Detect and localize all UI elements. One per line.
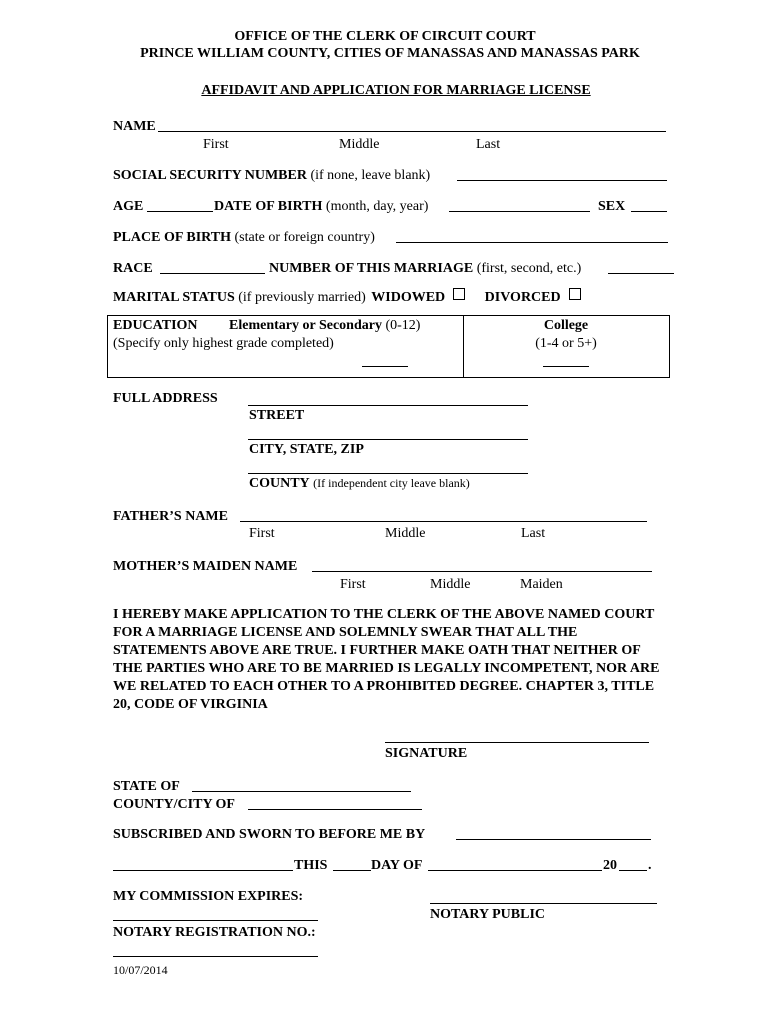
dob-field[interactable]	[449, 211, 590, 212]
signature-caption: SIGNATURE	[385, 746, 468, 761]
education-specify-note: (Specify only highest grade completed)	[113, 336, 334, 351]
divorced-checkbox[interactable]	[569, 288, 581, 300]
notary-registration-field[interactable]	[113, 956, 318, 957]
ssn-label: SOCIAL SECURITY NUMBER	[113, 168, 307, 183]
commission-expires-field[interactable]	[113, 920, 318, 921]
sex-field[interactable]	[631, 211, 667, 212]
name-middle-caption: Middle	[339, 137, 380, 152]
year-prefix: 20	[603, 858, 617, 873]
day-field[interactable]	[333, 870, 371, 871]
county-caption: COUNTY	[249, 476, 310, 491]
commission-expires-label: MY COMMISSION EXPIRES:	[113, 889, 304, 904]
jurisdiction-title: PRINCE WILLIAM COUNTY, CITIES OF MANASSAS AND MANASSAS PARK	[140, 46, 640, 61]
subscribed-by-field[interactable]	[456, 839, 651, 840]
place-of-birth-note: (state or foreign country)	[234, 230, 375, 245]
mother-name-field[interactable]	[312, 571, 652, 572]
notarization-blank-field[interactable]	[113, 870, 293, 871]
place-of-birth-label: PLACE OF BIRTH	[113, 230, 232, 245]
form-title: AFFIDAVIT AND APPLICATION FOR MARRIAGE LICENSE	[201, 83, 591, 98]
oath-statement: I HEREBY MAKE APPLICATION TO THE CLERK OF THE ABOVE NAMED COURT FOR A MARRIAGE LICENSE AND SOLEMNLY SWEAR THAT ALL THE STATEMENTS ABOVE ARE TRUE. I FURTHER MAKE OATH THAT NEITHER OF THE PARTIES WHO ARE TO BE MARRIED IS LEGALLY INCOMPETENT, NOR ARE WE RELATED TO EACH OTHER TO A PROHIBITED DEGREE. CHAPTER 3, TITLE 20, CODE OF VIRGINIA	[113, 607, 660, 712]
elementary-grade-field[interactable]	[362, 366, 408, 367]
father-middle-caption: Middle	[385, 526, 426, 541]
education-divider	[463, 315, 464, 377]
widowed-label: WIDOWED	[371, 290, 446, 305]
notary-signature-field[interactable]	[430, 903, 657, 904]
father-last-caption: Last	[521, 526, 546, 541]
form-revision-date: 10/07/2014	[113, 963, 168, 977]
age-label: AGE	[113, 199, 144, 214]
county-city-of-field[interactable]	[248, 809, 422, 810]
marital-status-note: (if previously married)	[238, 290, 366, 305]
county-field[interactable]	[248, 473, 528, 474]
place-of-birth-field[interactable]	[396, 242, 668, 243]
signature-field[interactable]	[385, 742, 649, 743]
year-period: .	[648, 858, 652, 873]
county-note: (If independent city leave blank)	[313, 476, 470, 490]
marriage-number-label: NUMBER OF THIS MARRIAGE	[269, 261, 474, 276]
college-range: (1-4 or 5+)	[535, 336, 597, 351]
elementary-label: Elementary or Secondary	[229, 318, 382, 333]
marital-status-label: MARITAL STATUS	[113, 290, 235, 305]
father-name-label: FATHER’S NAME	[113, 509, 228, 524]
mother-first-caption: First	[340, 577, 366, 592]
name-first-caption: First	[203, 137, 229, 152]
state-of-field[interactable]	[192, 791, 411, 792]
city-state-zip-field[interactable]	[248, 439, 528, 440]
state-of-label: STATE OF	[113, 779, 180, 794]
marriage-number-field[interactable]	[608, 273, 674, 274]
mother-maiden-caption: Maiden	[520, 577, 563, 592]
notary-public-caption: NOTARY PUBLIC	[430, 907, 546, 922]
dob-label: DATE OF BIRTH	[214, 199, 323, 214]
office-title: OFFICE OF THE CLERK OF CIRCUIT COURT	[234, 29, 536, 44]
county-city-of-label: COUNTY/CITY OF	[113, 797, 235, 812]
elementary-range: (0-12)	[385, 318, 421, 333]
city-state-zip-caption: CITY, STATE, ZIP	[249, 442, 364, 457]
month-field[interactable]	[428, 870, 602, 871]
father-name-field[interactable]	[240, 521, 647, 522]
street-caption: STREET	[249, 408, 305, 423]
father-first-caption: First	[249, 526, 275, 541]
street-field[interactable]	[248, 405, 528, 406]
notary-registration-label: NOTARY REGISTRATION NO.:	[113, 925, 316, 940]
marriage-number-note: (first, second, etc.)	[476, 261, 582, 276]
age-field[interactable]	[147, 211, 213, 212]
divorced-label: DIVORCED	[484, 290, 561, 305]
name-last-caption: Last	[476, 137, 501, 152]
college-label: College	[543, 318, 589, 333]
race-label: RACE	[113, 261, 153, 276]
mother-middle-caption: Middle	[430, 577, 471, 592]
name-field[interactable]	[158, 131, 666, 132]
year-field[interactable]	[619, 870, 647, 871]
day-of-label: DAY OF	[371, 858, 423, 873]
race-field[interactable]	[160, 273, 265, 274]
sex-label: SEX	[598, 199, 626, 214]
address-label: FULL ADDRESS	[113, 391, 218, 406]
education-label: EDUCATION	[113, 318, 198, 333]
widowed-checkbox[interactable]	[453, 288, 465, 300]
ssn-field[interactable]	[457, 180, 667, 181]
ssn-note: (if none, leave blank)	[310, 168, 431, 183]
dob-note: (month, day, year)	[325, 199, 429, 214]
college-grade-field[interactable]	[543, 366, 589, 367]
name-label: NAME	[113, 119, 156, 134]
this-label: THIS	[294, 858, 328, 873]
mother-name-label: MOTHER’S MAIDEN NAME	[113, 559, 298, 574]
subscribed-label: SUBSCRIBED AND SWORN TO BEFORE ME BY	[113, 827, 426, 842]
